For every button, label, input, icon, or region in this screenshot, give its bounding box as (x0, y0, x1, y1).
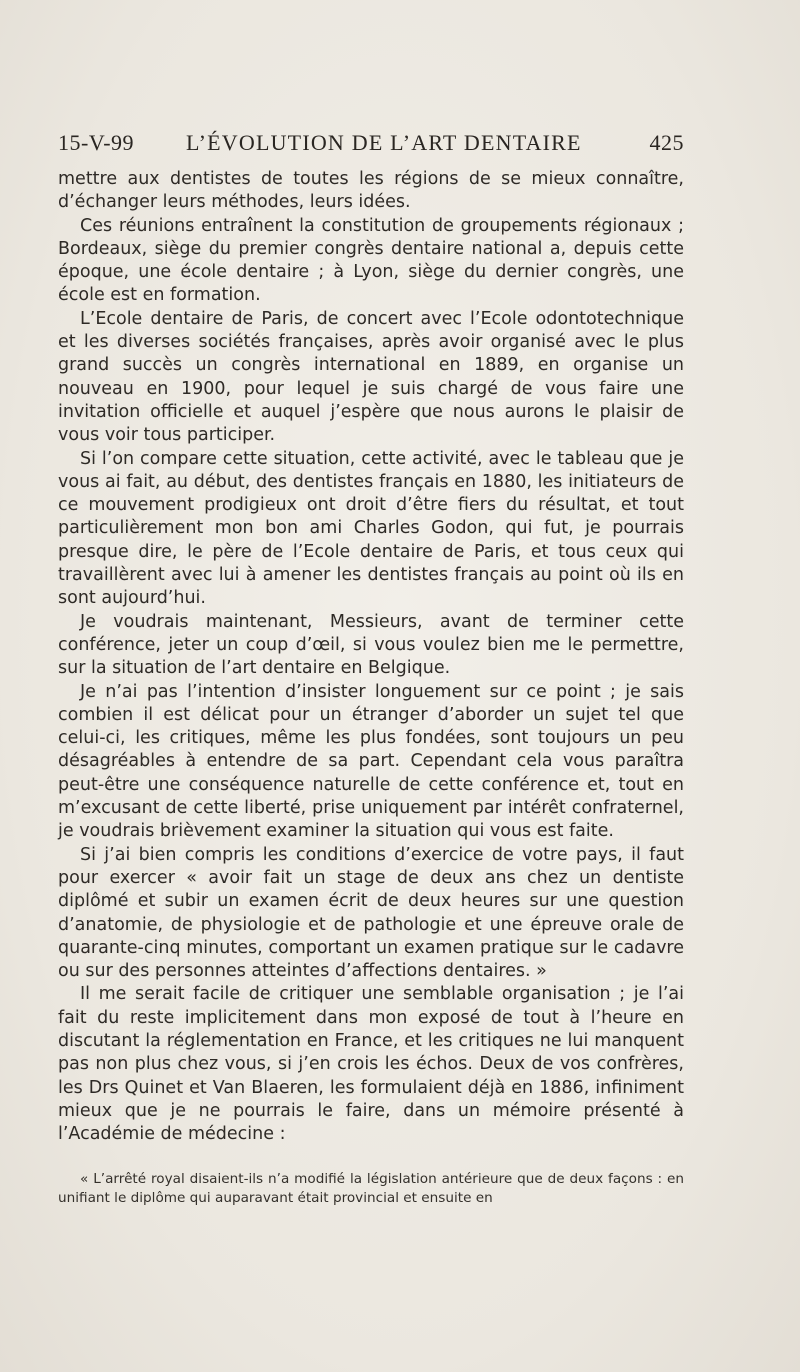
body-text (58, 168, 684, 1146)
paragraph: Ces réunions entraînent la constitution de groupements régionaux ; Bordeaux, siège du premier congrès dentaire national a, depuis cette époque, une école dentaire ; à Lyon, siège du dernier congrès, une école est en formation. (58, 215, 684, 306)
paragraph: Si j’ai bien compris les conditions d’exercice de votre pays, il faut pour exercer « avoir fait un stage de deux ans chez un dentiste diplômé et subir un examen écrit de deux heures sur une question d’anatomie, de physiologie et de pathologie et une épreuve orale de quarante-cinq minutes, comportant un examen pratique sur le cadavre ou sur des personnes atteintes d’affections dentaires. » (58, 844, 684, 982)
running-header (58, 130, 684, 158)
quoted-footnote (58, 1170, 684, 1207)
paragraph: Si l’on compare cette situation, cette activité, avec le tableau que je vous ai fait, au début, des dentistes français en 1880, les initiateurs de ce mouvement prodigieux ont droit d’être fiers du résultat, et tout particulièrement mon bon ami Charles Godon, qui fut, je pourrais presque dire, le père de l’Ecole dentaire de Paris, et tous ceux qui travaillèrent avec lui à amener les dentistes français au point où ils en sont aujourd’hui. (58, 448, 684, 609)
paragraph: L’Ecole dentaire de Paris, de concert avec l’Ecole odontotechnique et les diverses sociétés françaises, après avoir organisé avec le plus grand succès un congrès international en 1889, en organise un nouveau en 1900, pour lequel je suis chargé de vous faire une invitation officielle et auquel j’espère que nous aurons le plaisir de vous voir tous participer. (58, 308, 684, 446)
header-date: 15-V-99 (58, 130, 135, 155)
header-title: L’ÉVOLUTION DE L’ART DENTAIRE (186, 130, 582, 155)
paragraph: Il me serait facile de critiquer une semblable organisation ; je l’ai fait du reste implicitement dans mon exposé de tout à l’heure en discutant la réglementation en France, et les critiques ne lui manquent pas non plus chez vous, si j’en crois les échos. Deux de vos confrères, les Drs Quinet et Van Blaeren, les formulaient déjà en 1886, infiniment mieux que je ne pourrais le faire, dans un mémoire présenté à l’Académie de médecine : (58, 984, 684, 1145)
paragraph: Je n’ai pas l’intention d’insister longuement sur ce point ; je sais combien il est délicat pour un étranger d’aborder un sujet tel que celui-ci, les critiques, même les plus fondées, sont toujours un peu désagréables à entendre de sa part. Cependant cela vous paraîtra peut-être une conséquence naturelle de cette conférence et, tout en m’excusant de cette liberté, prise uniquement par intérêt confraternel, je voudrais brièvement examiner la situation qui vous est faite. (58, 681, 684, 842)
paragraph-continuation: mettre aux dentistes de toutes les régions de se mieux connaître, d’échanger leurs méthodes, leurs idées. (58, 169, 684, 213)
paragraph: Je voudrais maintenant, Messieurs, avant de terminer cette conférence, jeter un coup d’œil, si vous voulez bien me le permettre, sur la situation de l’art dentaire en Belgique. (58, 611, 684, 679)
page-number: 425 (649, 130, 684, 155)
footnote-text: « L’arrêté royal disaient-ils n’a modifié la législation antérieure que de deux façons : en unifiant le diplôme qui auparavant était provincial et ensuite en (58, 1171, 684, 1206)
